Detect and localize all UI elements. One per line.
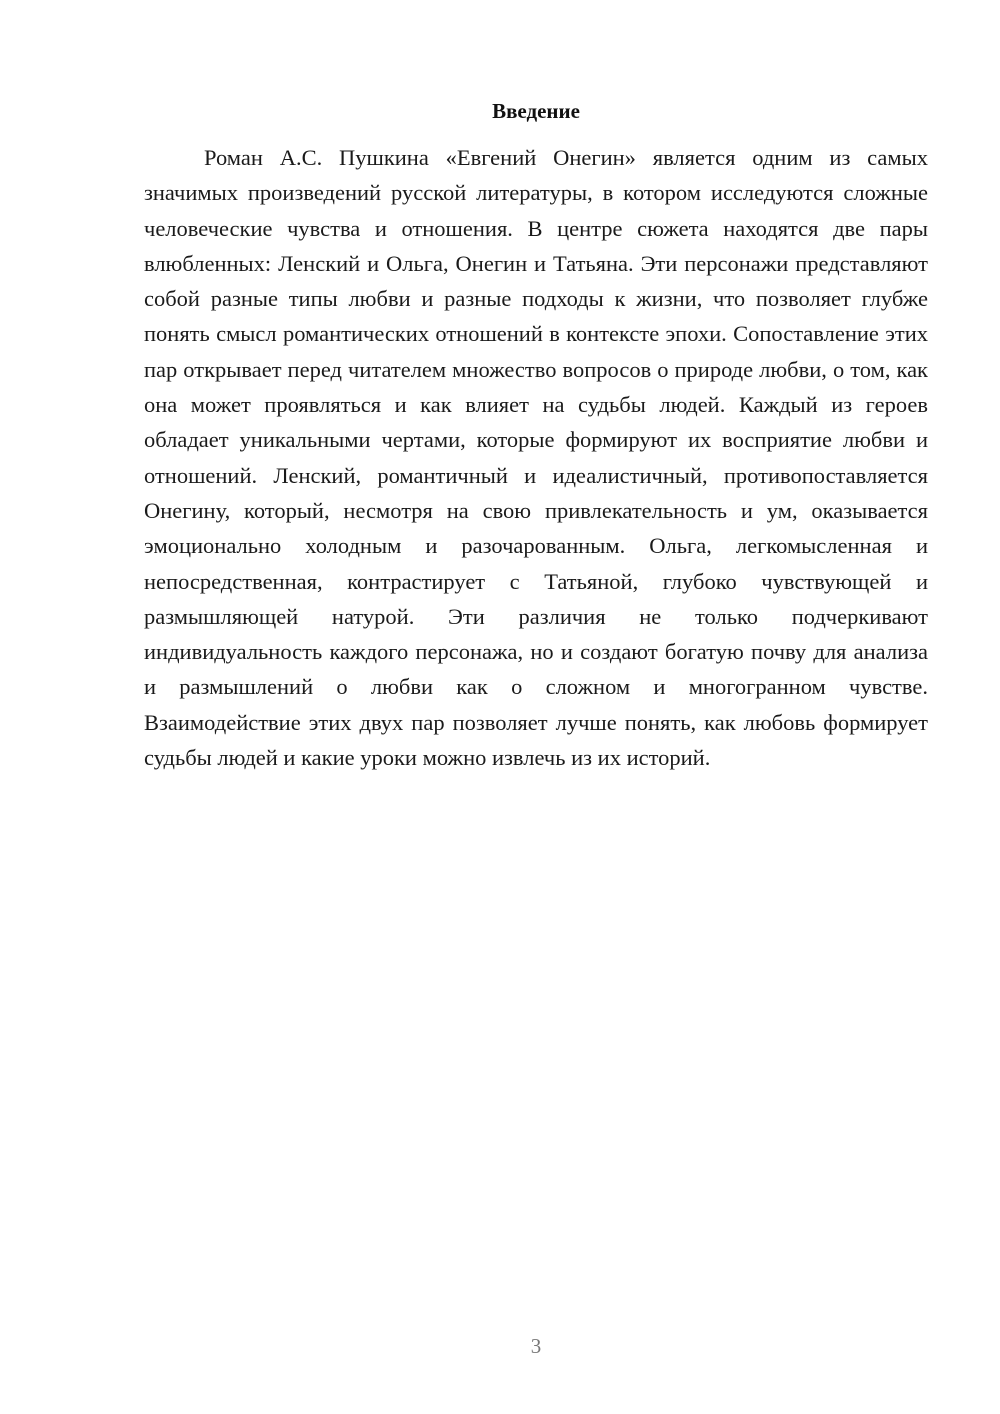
intro-paragraph: Роман А.С. Пушкина «Евгений Онегин» является одним из самых значимых произведений русской литературы, в котором исследуются сложные человеческие чувства и отношения. В центре сюжета находятся две пары влюбленных: Ленский и Ольга, Онегин и Татьяна. Эти персонажи представляют собой разные типы любви и разные подходы к жизни, что позволяет глубже понять смысл романтических отношений в контексте эпохи. Сопоставление этих пар открывает перед читателем множество вопросов о природе любви, о том, как она может проявляться и как влияет на судьбы людей. Каждый из героев обладает уникальными чертами, которые формируют их восприятие любви и отношений. Ленский, романтичный и идеалистичный, противопоставляется Онегину, который, несмотря на свою привлекательность и ум, оказывается эмоционально холодным и разочарованным. Ольга, легкомысленная и непосредственная, контрастирует с Татьяной, глубоко чувствующей и размышляющей натурой. Эти различия не только подчеркивают индивидуальность каждого персонажа, но и создают богатую почву для анализа и размышлений о любви как о сложном и многогранном чувстве. Взаимодействие этих двух пар позволяет лучше понять, как любовь формирует судьбы людей и какие уроки можно извлечь из их историй. bbox=[144, 145, 928, 771]
section-heading: Введение bbox=[492, 99, 580, 123]
page-number: 3 bbox=[530, 1334, 542, 1358]
